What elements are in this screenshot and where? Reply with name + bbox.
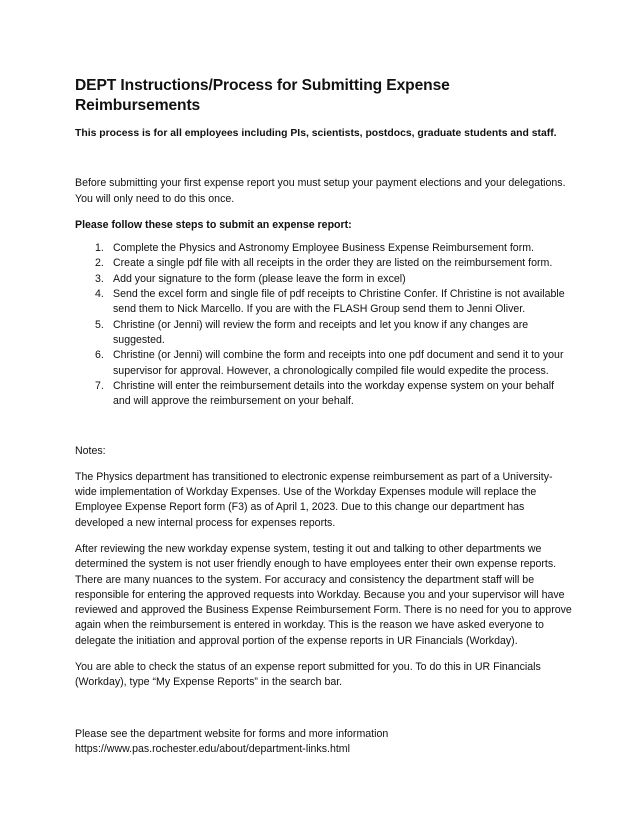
step-number: 7. [95, 379, 104, 392]
step-number: 6. [95, 349, 104, 362]
step-text: Christine (or Jenni) will review the form and receipts and let you know if any changes are suggested. [113, 318, 529, 346]
step-item [75, 241, 572, 256]
step-text: Create a single pdf file with all receipts in the order they are listed on the reimbursement form. [113, 257, 553, 270]
footer-text: Please see the department website for forms and more information [75, 727, 389, 740]
step-item [75, 379, 572, 410]
step-number: 3. [95, 272, 104, 285]
page-title: DEPT Instructions/Process for Submitting Expense Reimbursements [75, 77, 450, 114]
step-text: Complete the Physics and Astronomy Employee Business Expense Reimbursement form. [113, 242, 534, 255]
step-item [75, 272, 572, 287]
step-item [75, 287, 572, 318]
step-text: Add your signature to the form (please leave the form in excel) [113, 272, 406, 285]
audience-note: This process is for all employees including PIs, scientists, postdocs, graduate students and staff. [75, 128, 557, 139]
step-text: Christine (or Jenni) will combine the form and receipts into one pdf document and send it to your supervisor for approval. However, a chronologically compiled file would expedite the process. [113, 349, 564, 377]
footer [75, 727, 572, 758]
steps-heading: Please follow these steps to submit an expense report: [75, 218, 352, 231]
step-item [75, 256, 572, 271]
step-item [75, 318, 572, 349]
step-item [75, 348, 572, 379]
step-text: Send the excel form and single file of pdf receipts to Christine Confer. If Christine is not available send them to Nick Marcello. If you are with the FLASH Group send them to Jenni Oliver. [113, 288, 565, 316]
notes-paragraph: You are able to check the status of an expense report submitted for you. To do this in UR Financials (Workday), type “My Expense Reports” in the search bar. [75, 661, 541, 689]
step-text: Christine will enter the reimbursement details into the workday expense system on your behalf and will approve the reimbursement on your behalf. [113, 379, 555, 408]
notes-label: Notes: [75, 445, 106, 458]
notes-paragraph: The Physics department has transitioned to electronic expense reimbursement as part of a University-wide implementation of Workday Expenses. Use of the Workday Expenses module will replace the Employee Expense Report form (F3) as of April 1, 2023. Due to this change our department has developed a new internal process for expenses reports. [75, 470, 553, 529]
intro-paragraph: Before submitting your first expense report you must setup your payment elections and your delegations. You will only need to do this once. [75, 177, 566, 205]
steps-list [75, 241, 572, 409]
step-number: 5. [95, 318, 104, 331]
step-number: 1. [95, 242, 104, 255]
notes-paragraph: After reviewing the new workday expense system, testing it out and talking to other departments we determined the system is not user friendly enough to have employees enter their own expense reports. There are many nuances to the system. For accuracy and consistency the department staff will be responsible for entering the approved requests into Workday. Because you and your supervisor will have reviewed and approved the Business Expense Reimbursement Form. There is no need for you to approve again when the reimbursement is entered in workday. This is the reason we have asked everyone to delegate the initiation and approval portion of the expense reports in UR Financials (Workday). [75, 542, 572, 647]
step-number: 2. [95, 257, 104, 270]
department-links-url[interactable]: https://www.pas.rochester.edu/about/department-links.html [75, 742, 350, 755]
step-number: 4. [95, 288, 104, 301]
